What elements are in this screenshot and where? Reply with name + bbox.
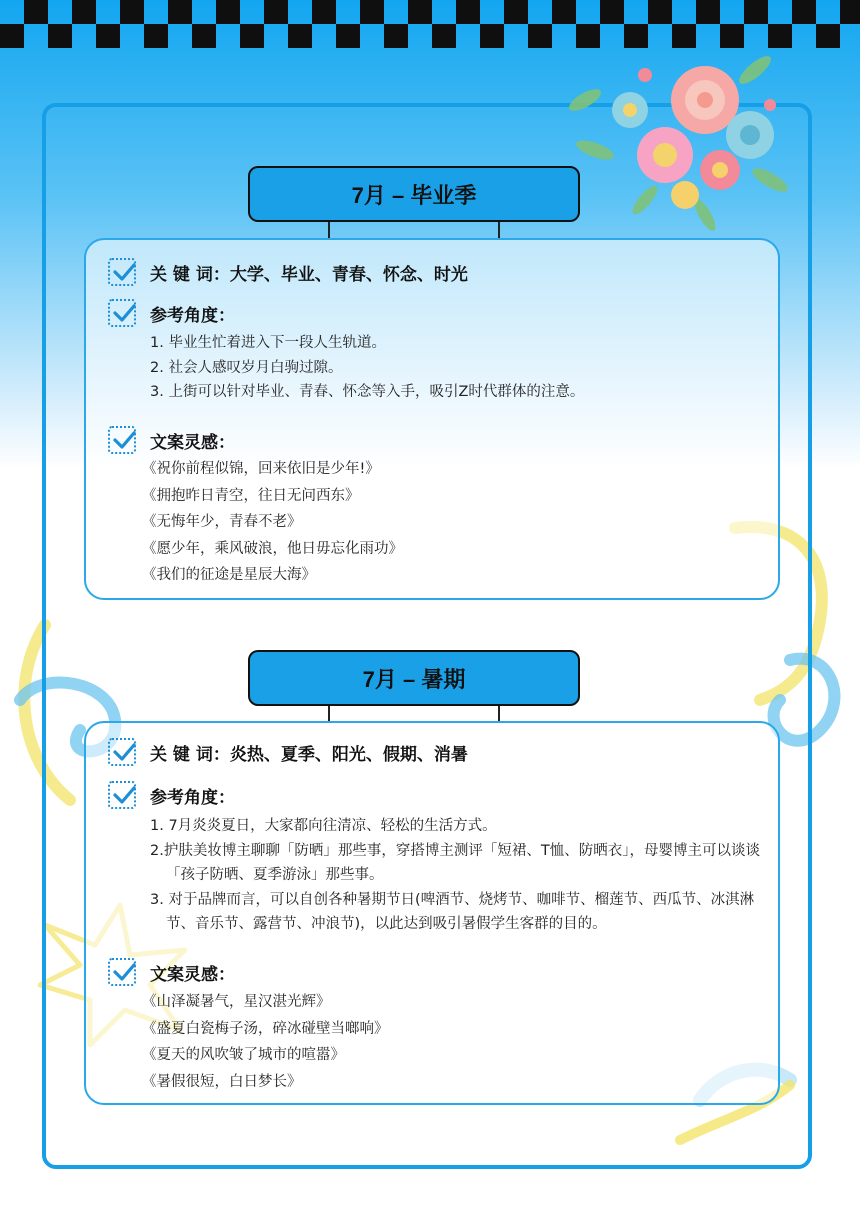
checkbox-check-icon: [108, 958, 136, 986]
keywords-row: [108, 738, 468, 766]
keywords-text: 关 键 词：炎热、夏季、阳光、假期、消暑: [150, 744, 468, 765]
list-item: 《夏天的风吹皱了城市的喧嚣》: [142, 1047, 345, 1063]
copy-list: [142, 989, 389, 1095]
angle-heading: 参考角度：: [150, 787, 235, 808]
angle-list: [150, 331, 584, 405]
list-item: 3. 上街可以针对毕业、青春、怀念等入手，吸引Z时代群体的注意。: [150, 384, 585, 400]
checkbox-check-icon: [108, 299, 136, 327]
section-card-graduation: [84, 238, 780, 600]
angle-heading-row: [108, 781, 235, 809]
keywords-row: [108, 258, 468, 286]
checkbox-check-icon: [108, 738, 136, 766]
angle-heading: 参考角度：: [150, 305, 235, 326]
connector-line: [498, 222, 500, 238]
list-item: 《无悔年少，青春不老》: [142, 514, 302, 530]
copy-list: [142, 456, 403, 589]
list-item: 《愿少年，乘风破浪，他日毋忘化雨功》: [142, 540, 403, 557]
checkbox-check-icon: [108, 258, 136, 286]
list-item: 2. 社会人感叹岁月白驹过隙。: [150, 359, 343, 376]
connector-line: [498, 706, 500, 722]
list-item: 《暑假很短，白日梦长》: [142, 1073, 302, 1090]
list-item: 《盛夏白瓷梅子汤，碎冰碰壁当啷响》: [142, 1020, 389, 1037]
section-title-graduation: 7月 – 毕业季: [248, 166, 580, 222]
copy-heading: 文案灵感：: [150, 432, 235, 453]
list-item: 《拥抱昨日青空，往日无问西东》: [142, 487, 360, 504]
list-item: 2.护肤美妆博主聊聊「防晒」那些事，穿搭博主测评「短裙、T恤、防晒衣」，母婴博主可以谈谈「孩子防晒、夏季游泳」那些事。: [150, 842, 760, 883]
copy-heading-row: [108, 426, 235, 454]
checkbox-check-icon: [108, 426, 136, 454]
list-item: 《我们的征途是星辰大海》: [142, 567, 316, 583]
copy-heading: 文案灵感：: [150, 964, 235, 985]
angle-list: [150, 814, 776, 937]
connector-line: [328, 222, 330, 238]
connector-line: [328, 706, 330, 722]
list-item: 1. 毕业生忙着进入下一段人生轨道。: [150, 335, 386, 351]
checkbox-check-icon: [108, 781, 136, 809]
section-title-summer: 7月 – 暑期: [248, 650, 580, 706]
copy-heading-row: [108, 958, 235, 986]
angle-heading-row: [108, 299, 235, 327]
list-item: 3. 对于品牌而言，可以自创各种暑期节日(啤酒节、烧烤节、咖啡节、榴莲节、西瓜节、冰淇淋节、音乐节、露营节、冲浪节)，以此达到吸引暑假学生客群的目的。: [150, 891, 755, 932]
list-item: 《祝你前程似锦，回来依旧是少年!》: [142, 461, 380, 477]
list-item: 1. 7月炎炎夏日，大家都向往清凉、轻松的生活方式。: [150, 818, 497, 834]
flower-bouquet-image: [555, 30, 805, 240]
keywords-text: 关 键 词：大学、毕业、青春、怀念、时光: [150, 264, 468, 285]
list-item: 《山泽凝暑气，星汉湛光辉》: [142, 994, 331, 1010]
section-card-summer: [84, 721, 780, 1105]
